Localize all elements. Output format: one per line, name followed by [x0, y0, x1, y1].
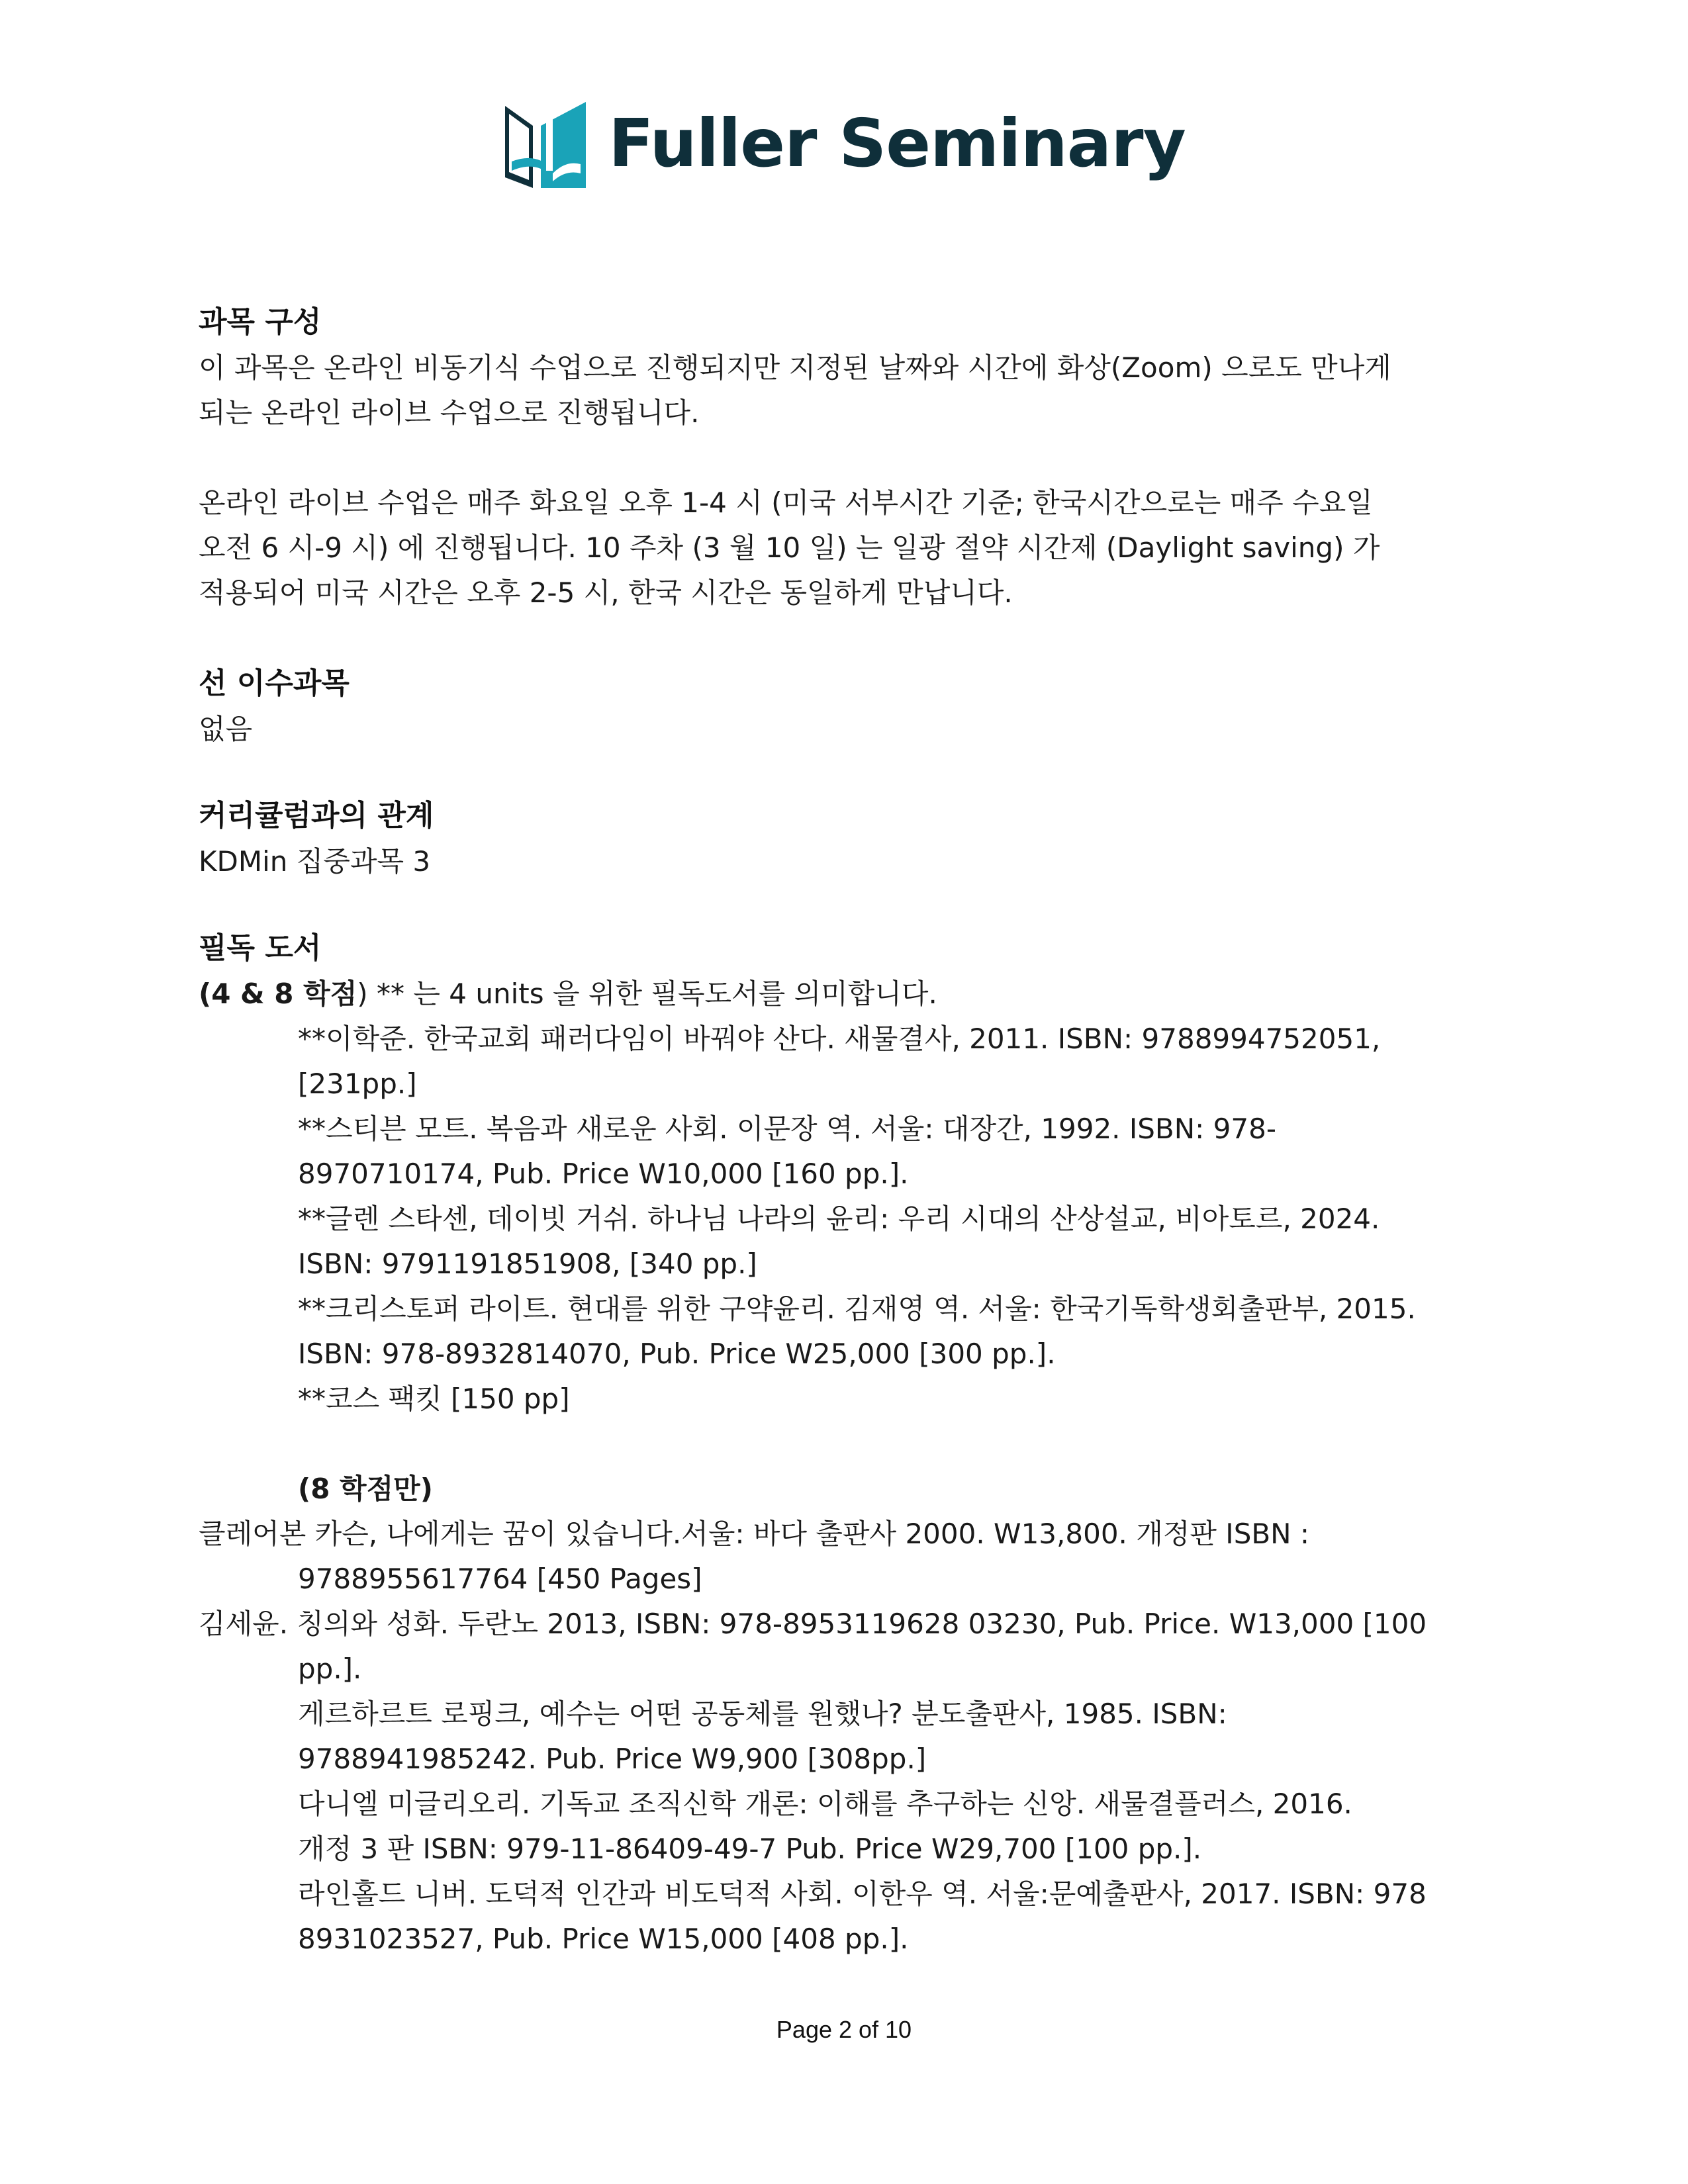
reading-item: **이학준. 한국교회 패러다임이 바꿔야 산다. 새물결사, 2011. ISBN: 9788994752051, — [298, 1023, 1381, 1055]
reading-item: 8931023527, Pub. Price W15,000 [408 pp.]. — [298, 1923, 909, 1955]
reading-intro-credits: (4 & 8 학점 — [199, 978, 357, 1010]
reading-item: ISBN: 978-8932814070, Pub. Price W25,000 [300 pp.]. — [298, 1338, 1056, 1370]
reading-item: 게르하르트 로핑크, 예수는 어떤 공동체를 원했나? 분도출판사, 1985. ISBN: — [298, 1698, 1227, 1730]
reading-item: 클레어본 카슨, 나에게는 꿈이 있습니다.서울: 바다 출판사 2000. W13,800. 개정판 ISBN : — [199, 1518, 1310, 1550]
reading-item: 8970710174, Pub. Price W10,000 [160 pp.]. — [298, 1158, 909, 1190]
logo-text: Fuller Seminary — [608, 105, 1186, 182]
document-body — [199, 299, 1496, 1962]
reading-item: **스티븐 모트. 복음과 새로운 사회. 이문장 역. 서울: 대장간, 1992. ISBN: 978- — [298, 1113, 1276, 1145]
paragraph-line: 이 과목은 온라인 비동기식 수업으로 진행되지만 지정된 날짜와 시간에 화상(Zoom) 으로도 만나게 — [199, 351, 1391, 384]
reading-item: **코스 팩킷 [150 pp] — [298, 1383, 570, 1415]
paragraph-line: 되는 온라인 라이브 수업으로 진행됩니다. — [199, 396, 700, 429]
reading-item: **크리스토퍼 라이트. 현대를 위한 구약윤리. 김재영 역. 서울: 한국기독학생회출판부, 2015. — [298, 1293, 1416, 1325]
reading-item: 라인홀드 니버. 도덕적 인간과 비도덕적 사회. 이한우 역. 서울:문예출판사, 2017. ISBN: 978 — [298, 1878, 1427, 1910]
reading-item: [231pp.] — [298, 1068, 417, 1100]
page-number: Page 2 of 10 — [776, 2016, 912, 2043]
reading-item: pp.]. — [298, 1653, 362, 1685]
reading-item: **글렌 스타센, 데이빗 거쉬. 하나님 나라의 윤리: 우리 시대의 산상설교, 비아토르, 2024. — [298, 1203, 1380, 1235]
heading-prerequisites: 선 이수과목 — [199, 666, 350, 700]
reading-item: 개정 3 판 ISBN: 979-11-86409-49-7 Pub. Price W29,700 [100 pp.]. — [298, 1833, 1202, 1865]
curriculum-text: KDMin 집중과목 3 — [199, 845, 431, 878]
heading-8-credits-only: (8 학점만) — [298, 1473, 433, 1505]
heading-course-structure: 과목 구성 — [199, 305, 322, 339]
reading-intro-note: ) ** 는 4 units 을 위한 필독도서를 의미합니다. — [357, 978, 937, 1010]
reading-item: 9788941985242. Pub. Price W9,900 [308pp.] — [298, 1743, 927, 1775]
heading-required-reading: 필독 도서 — [199, 931, 322, 965]
reading-item: 다니엘 미글리오리. 기독교 조직신학 개론: 이해를 추구하는 신앙. 새물결플러스, 2016. — [298, 1788, 1352, 1820]
reading-intro — [199, 972, 1496, 1017]
paragraph-line: 적용되어 미국 시간은 오후 2-5 시, 한국 시간은 동일하게 만납니다. — [199, 576, 1013, 609]
reading-item: ISBN: 9791191851908, [340 pp.] — [298, 1248, 757, 1280]
paragraph-line: 오전 6 시-9 시) 에 진행됩니다. 10 주차 (3 월 10 일) 는 일광 절약 시간제 (Daylight saving) 가 — [199, 531, 1380, 564]
prerequisites-text: 없음 — [199, 713, 253, 745]
reading-item: 9788955617764 [450 Pages] — [298, 1563, 702, 1595]
open-book-icon — [502, 99, 588, 188]
logo — [0, 94, 1688, 193]
reading-item: 김세윤. 칭의와 성화. 두란노 2013, ISBN: 978-8953119628 03230, Pub. Price. W13,000 [100 — [199, 1608, 1427, 1640]
heading-curriculum-relation: 커리큘럼과의 관계 — [199, 799, 434, 833]
paragraph-line: 온라인 라이브 수업은 매주 화요일 오후 1-4 시 (미국 서부시간 기준; 한국시간으로는 매주 수요일 — [199, 486, 1373, 519]
